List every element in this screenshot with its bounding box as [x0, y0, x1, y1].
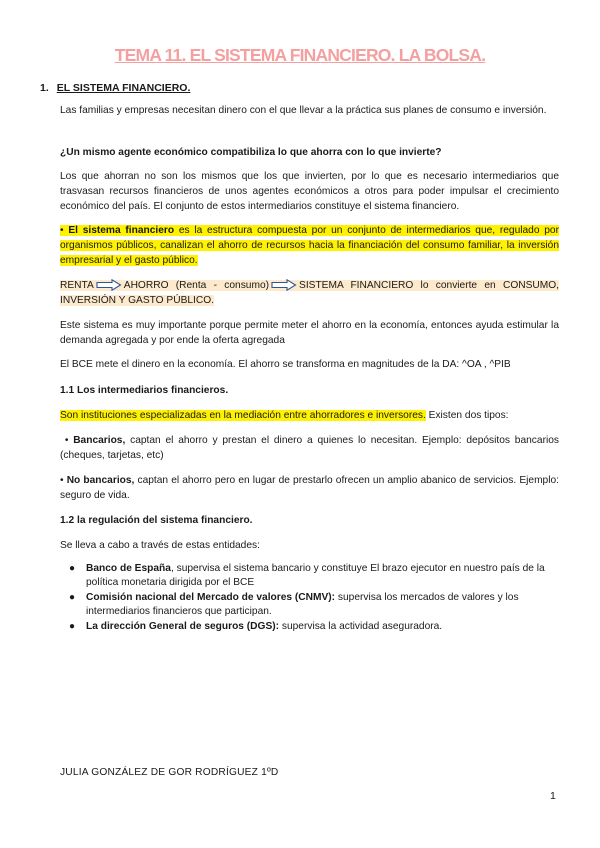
bancarios-term: Bancarios,	[73, 435, 126, 446]
entity-text: supervisa la actividad aseguradora.	[279, 621, 443, 632]
flow-renta: RENTA	[60, 280, 94, 291]
list-item	[60, 620, 559, 634]
bullet: •	[60, 475, 64, 486]
paragraph-intro: Las familias y empresas necesitan dinero con el que llevar a la práctica sus planes de consumo e inversión.	[60, 105, 547, 116]
page-number: 1	[550, 790, 556, 802]
no-bancarios-term: No bancarios,	[66, 475, 135, 486]
paragraph-bce: El BCE mete el dinero en la economía. El ahorro se transforma en magnitudes de la DA: ^OA , ^PIB	[60, 359, 511, 370]
entity-text: , supervisa el sistema bancario y constituye El brazo ejecutor en nuestro país de la política monetaria dirigida por el BCE	[86, 563, 545, 588]
list-item	[60, 591, 559, 619]
intro-highlight: Son instituciones especializadas en la mediación entre ahorradores e inversores.	[60, 410, 426, 421]
right-arrow-icon	[271, 279, 297, 291]
subsection-1-1-heading: 1.1 Los intermediarios financieros.	[60, 385, 229, 396]
question-heading: ¿Un mismo agente económico compatibiliza lo que ahorra con lo que invierte?	[60, 147, 442, 158]
author-footer: JULIA GONZÁLEZ DE GOR RODRÍGUEZ 1ºD	[60, 767, 279, 778]
subsection-1-2-heading: 1.2 la regulación del sistema financiero.	[60, 515, 253, 526]
bullet-icon: ●	[69, 563, 76, 574]
definition-paragraph	[60, 223, 559, 268]
subsection-1-1-intro	[60, 408, 559, 423]
definition-text: es la estructura compuesta por un conjunto de intermediarios que, regulado por organismos públicos, canalizan el ahorro de recursos hacia la financiación del consumo familiar, la inversión empresarial y el gasto público.	[60, 225, 559, 266]
no-bancarios-paragraph	[60, 473, 559, 503]
section-1-heading	[40, 82, 190, 94]
flow-sistema: SISTEMA FINANCIERO lo convierte en CONSUMO, INVERSIÓN Y GASTO PÚBLICO.	[60, 280, 560, 306]
entity-text: supervisa los mercados de valores y los intermediarios financieros que participan.	[86, 592, 519, 617]
section-title: EL SISTEMA FINANCIERO.	[56, 82, 191, 94]
entity-term: Banco de España	[86, 563, 171, 574]
flow-ahorro: AHORRO (Renta - consumo)	[123, 280, 270, 291]
flow-line	[60, 278, 559, 308]
list-item	[60, 562, 559, 590]
flow-highlight	[60, 280, 559, 306]
entity-term: La dirección General de seguros (DGS):	[86, 621, 280, 632]
entities-list	[60, 562, 559, 635]
subsection-1-2-intro: Se lleva a cabo a través de estas entidades:	[60, 540, 260, 551]
bullet: •	[64, 435, 69, 446]
bullet-icon: ●	[69, 621, 76, 632]
bullet: •	[60, 225, 64, 236]
entity-term: Comisión nacional del Mercado de valores (CNMV):	[86, 592, 336, 603]
intro-rest: Existen dos tipos:	[425, 410, 509, 421]
paragraph-intermediaries: Los que ahorran no son los mismos que los que invierten, por lo que es necesario intermediarios que trasvasan recursos financieros de unos agentes económicos a otros para poder impulsar el crecimiento económico del país. El conjunto de estos intermediarios constituye el sistema financiero.	[60, 171, 559, 212]
right-arrow-icon	[96, 279, 122, 291]
definition-term: El sistema financiero	[68, 225, 175, 236]
section-number: 1.	[40, 82, 49, 94]
definition-highlight	[60, 225, 559, 266]
bullet-icon: ●	[69, 592, 76, 603]
bancarios-text: captan el ahorro y prestan el dinero a quienes lo necesitan. Ejemplo: depósitos bancarios (cheques, tarjetas, etc)	[60, 435, 559, 461]
bancarios-paragraph	[60, 433, 559, 463]
paragraph-importance: Este sistema es muy importante porque permite meter el ahorro en la economía, entonces ayuda estimular la demanda agregada y por ende la oferta agregada	[60, 320, 559, 346]
document-title: TEMA 11. EL SISTEMA FINANCIERO. LA BOLSA.	[114, 45, 486, 65]
no-bancarios-text: captan el ahorro pero en lugar de prestarlo ofrecen un amplio abanico de servicios. Ejemplo: seguro de vida.	[60, 475, 559, 501]
